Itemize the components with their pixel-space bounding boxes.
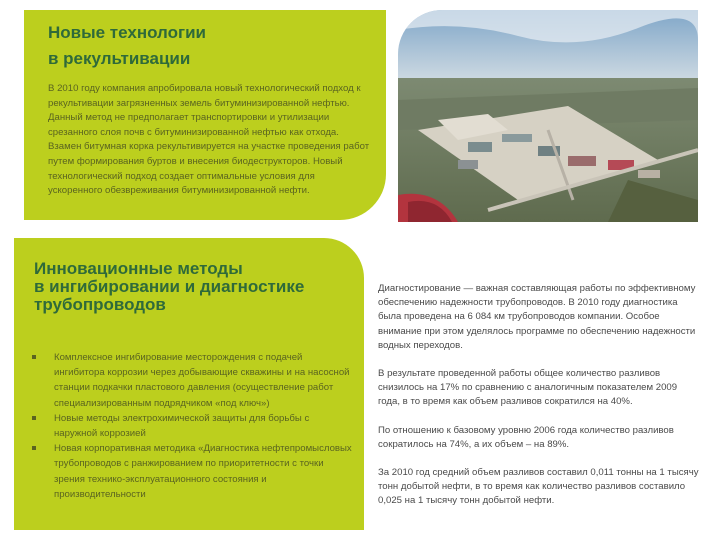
aerial-photo-graphic: [398, 10, 698, 222]
bullet-icon: [32, 416, 36, 420]
paragraph-diagnostics: Диагностирование — важная составляющая работы по эффективному обеспечению надежности трубопроводов. В 2010 году диагностика была проведена на 6 084 км трубопроводов компании. Особое внимание при этом уделялось программе по обеспечению надежности водных переходов.: [378, 283, 696, 351]
top-green-panel: [24, 10, 386, 220]
paragraph-baseline-2006: По отношению к базовому уровню 2006 года количество разливов сократилось на 74%, а их объем – на 89%.: [378, 424, 674, 450]
top-section-body: В 2010 году компания апробировала новый технологический подход к рекультивации загрязненных земель битуминизированной нефтью. Данный метод не предполагает транспортировки и утилизации срезанного слоя почв с битуминизированной нефтью как отхода. Взамен битумная корка рекультивируется на участке проведения работ путем формирования буртов и внесения биодеструкторов. Новый технологический подход создает оптимальные условия для ускоренного обезвреживания битуминизированной нефти.: [48, 83, 370, 197]
top-section-title: [48, 20, 368, 72]
right-text-column: [378, 282, 700, 523]
bottom-green-panel: [14, 238, 364, 530]
bottom-title-line-1: Инновационные методы: [34, 259, 243, 278]
list-item: [32, 350, 354, 411]
bottom-title-line-3: трубопроводов: [34, 295, 166, 314]
aerial-photo: [398, 10, 698, 222]
bottom-title-line-2: в ингибировании и диагностике: [34, 277, 305, 296]
paragraph-results-2009: В результате проведенной работы общее количество разливов снизилось на 17% по сравнению с аналогичным показателем 2009 года, в то время как объем разливов сократился на 40%.: [378, 368, 678, 408]
list-item-text: Новая корпоративная методика «Диагностика нефтепромысловых трубопроводов с ранжированием по приоритетности с точки зрения технико-эксплуатационного состояния и производительности: [54, 443, 352, 500]
bullet-icon: [32, 446, 36, 450]
bullet-list: [32, 350, 354, 502]
list-item: [32, 441, 354, 502]
paragraph-average-2010: За 2010 год средний объем разливов составил 0,011 тонны на 1 тысячу тонн добытой нефти, в то время как количество разливов составило 0,025 на 1 тысячу тонн добытой нефти.: [378, 467, 699, 507]
list-item-text: Новые методы электрохимической защиты для борьбы с наружной коррозией: [54, 412, 310, 440]
list-item-text: Комплексное ингибирование месторождения с подачей ингибитора коррозии через добывающие скважины и на насосной станции подкачки пластового давления (осуществление работ специализированным подрядчиком «под ключ»): [54, 352, 350, 409]
top-title-line-1: Новые технологии: [48, 23, 206, 42]
list-item: [32, 411, 354, 441]
bullet-icon: [32, 355, 36, 359]
bottom-section-title: [34, 260, 354, 314]
top-title-line-2: в рекультивации: [48, 49, 191, 68]
